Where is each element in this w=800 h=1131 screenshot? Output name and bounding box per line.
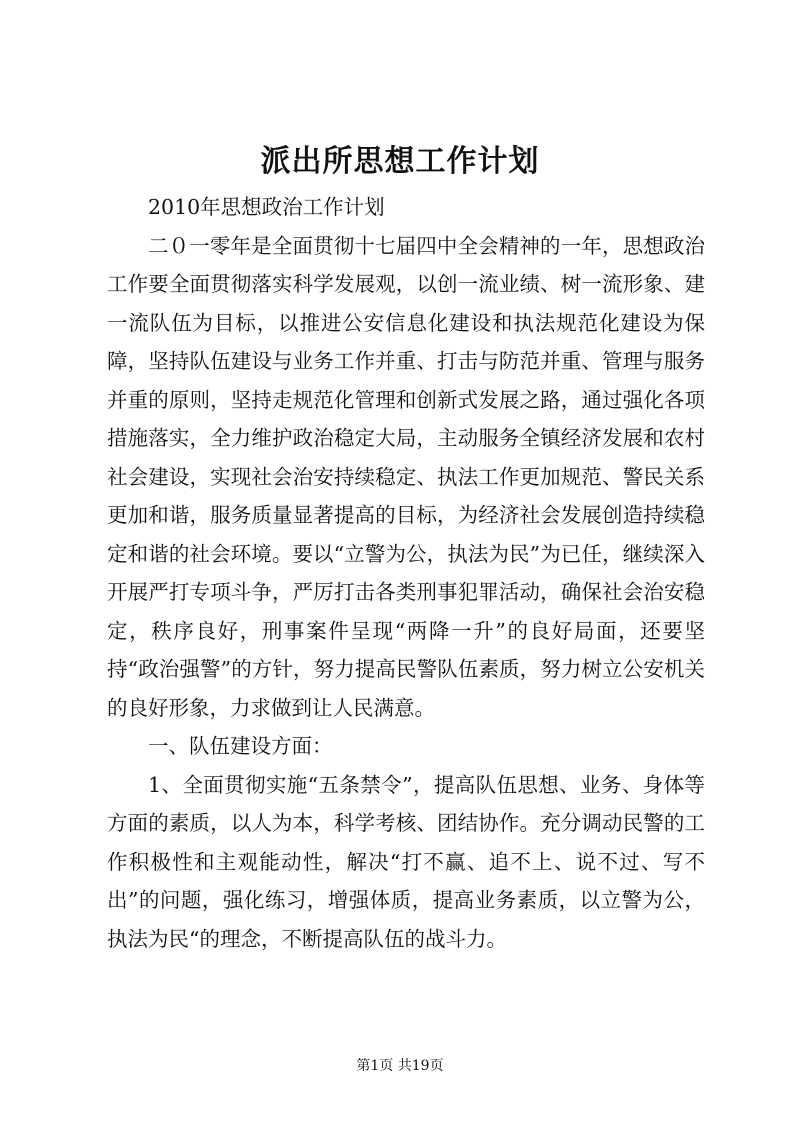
paragraph-intro: 二０一零年是全面贯彻十七届四中全会精神的一年，思想政治工作要全面贯彻落实科学发展观，以创一流业绩、树一流形象、建一流队伍为目标，以推进公安信息化建设和执法规范化建设为保障，坚持队伍建设与业务工作并重、打击与防范并重、管理与服务并重的原则，坚持走规范化管理和创新式发展之路，通过强化各项措施落实，全力维护政治稳定大局，主动服务全镇经济发展和农村社会建设，实现社会治安持续稳定、执法工作更加规范、警民关系更加和谐，服务质量显著提高的目标，为经济社会发展创造持续稳定和谐的社会环境。要以“立警为公，执法为民”为已任，继续深入开展严打专项斗争，严厉打击各类刑事犯罪活动，确保社会治安稳定，秩序良好，刑事案件呈现“两降一升”的良好局面，还要坚持“政治强警”的方针，努力提高民警队伍素质，努力树立公安机关的良好形象，力求做到让人民满意。 xyxy=(107,233,705,720)
document-body xyxy=(107,188,705,958)
paragraph-subtitle: 2010年思想政治工作计划 xyxy=(148,195,385,219)
section-heading: 一、队伍建设方面： xyxy=(148,734,333,758)
document-title: 派出所思想工作计划 xyxy=(260,144,540,179)
page-number-footer: 第1页 共19页 xyxy=(356,1058,444,1074)
paragraph-item-1: 1、全面贯彻实施“五条禁令”，提高队伍思想、业务、身体等方面的素质，以人为本，科学考核、团结协作。充分调动民警的工作积极性和主观能动性，解决“打不赢、追不上、说不过、写不出”的问题，强化练习，增强体质，提高业务素质，以立警为公，执法为民“的理念，不断提高队伍的战斗力。 xyxy=(107,772,705,951)
